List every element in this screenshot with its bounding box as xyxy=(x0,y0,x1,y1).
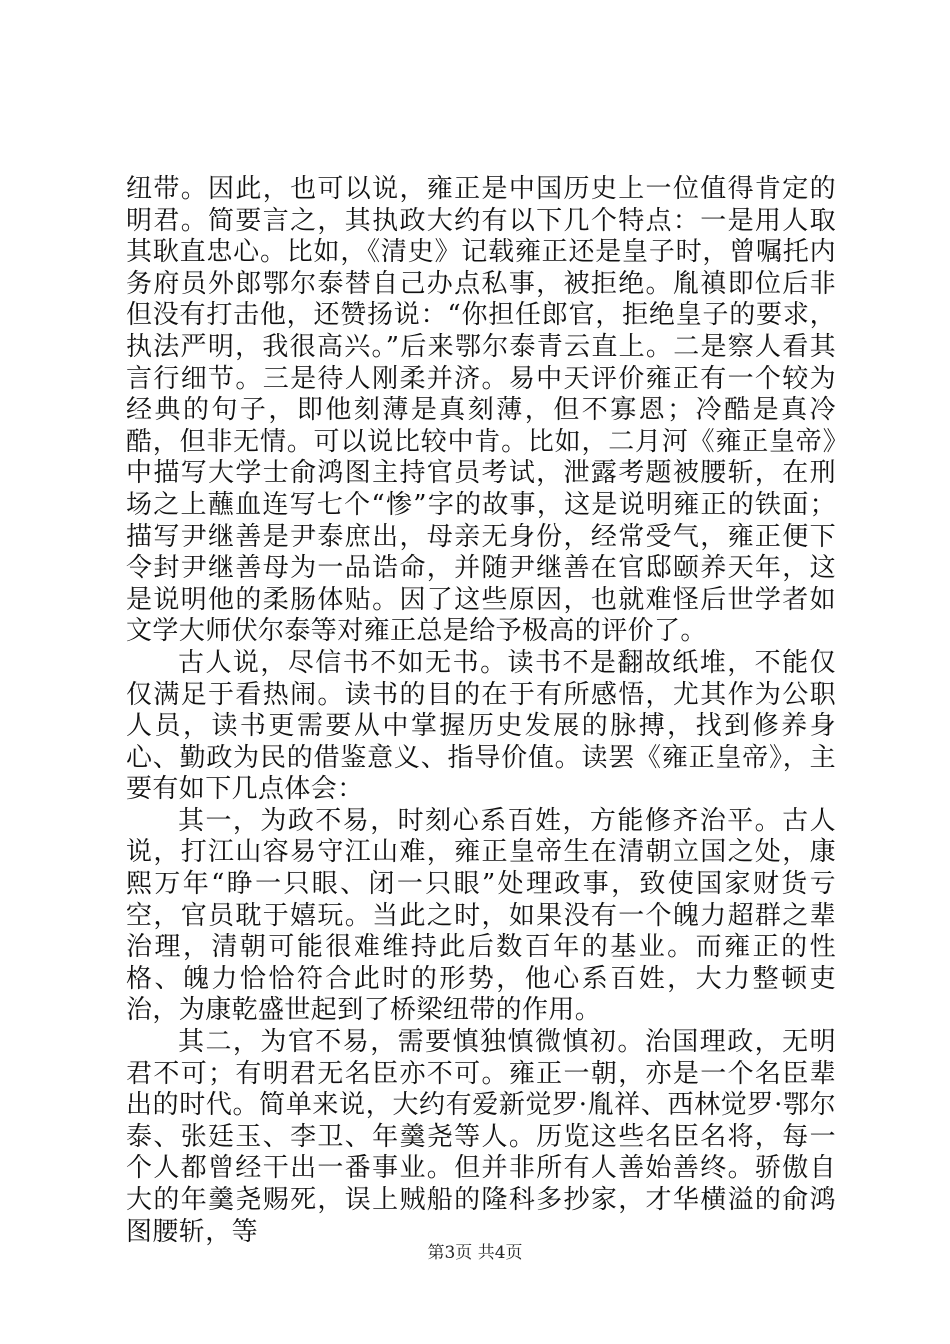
body-text xyxy=(126,174,836,1248)
paragraph-point-two: 其二，为官不易，需要慎独慎微慎初。治国理政，无明君不可；有明君无名臣亦不可。雍正一朝，亦是一个名臣辈出的时代。简单来说，大约有爱新觉罗·胤祥、西林觉罗·鄂尔泰、张廷玉、李卫、年羹尧等人。历览这些名臣名将，每一个人都曾经干出一番事业。但并非所有人善始善终。骄傲自大的年羹尧赐死，误上贼船的隆科多抄家，才华横溢的俞鸿图腰斩，等 xyxy=(126,1027,836,1247)
paragraph-reading-reflection: 古人说，尽信书不如无书。读书不是翻故纸堆，不能仅仅满足于看热闹。读书的目的在于有所感悟，尤其作为公职人员，读书更需要从中掌握历史发展的脉搏，找到修养身心、勤政为民的借鉴意义、指导价值。读罢《雍正皇帝》，主要有如下几点体会： xyxy=(126,647,836,805)
page-number-footer: 第3页 共4页 xyxy=(427,1243,523,1263)
paragraph-continuation: 纽带。因此，也可以说，雍正是中国历史上一位值得肯定的明君。简要言之，其执政大约有以下几个特点：一是用人取其耿直忠心。比如，《清史》记载雍正还是皇子时，曾嘱托内务府员外郎鄂尔泰替自己办点私事，被拒绝。胤禛即位后非但没有打击他，还赞扬说：“你担任郎官，拒绝皇子的要求，执法严明，我很高兴。”后来鄂尔泰青云直上。二是察人看其言行细节。三是待人刚柔并济。易中天评价雍正有一个较为经典的句子，即他刻薄是真刻薄，但不寡恩；冷酷是真冷酷，但非无情。可以说比较中肯。比如，二月河《雍正皇帝》中描写大学士俞鸿图主持官员考试，泄露考题被腰斩，在刑场之上蘸血连写七个“惨”字的故事，这是说明雍正的铁面；描写尹继善是尹泰庶出，母亲无身份，经常受气，雍正便下令封尹继善母为一品诰命，并随尹继善在官邸颐养天年，这是说明他的柔肠体贴。因了这些原因，也就难怪后世学者如文学大师伏尔泰等对雍正总是给予极高的评价了。 xyxy=(126,174,836,647)
paragraph-point-one: 其一，为政不易，时刻心系百姓，方能修齐治平。古人说，打江山容易守江山难，雍正皇帝生在清朝立国之处，康熙万年“睁一只眼、闭一只眼”处理政事，致使国家财货亏空，官员耽于嬉玩。当此之时，如果没有一个魄力超群之辈治理，清朝可能很难维持此后数百年的基业。而雍正的性格、魄力恰恰符合此时的形势，他心系百姓，大力整顿吏治，为康乾盛世起到了桥梁纽带的作用。 xyxy=(126,805,836,1026)
